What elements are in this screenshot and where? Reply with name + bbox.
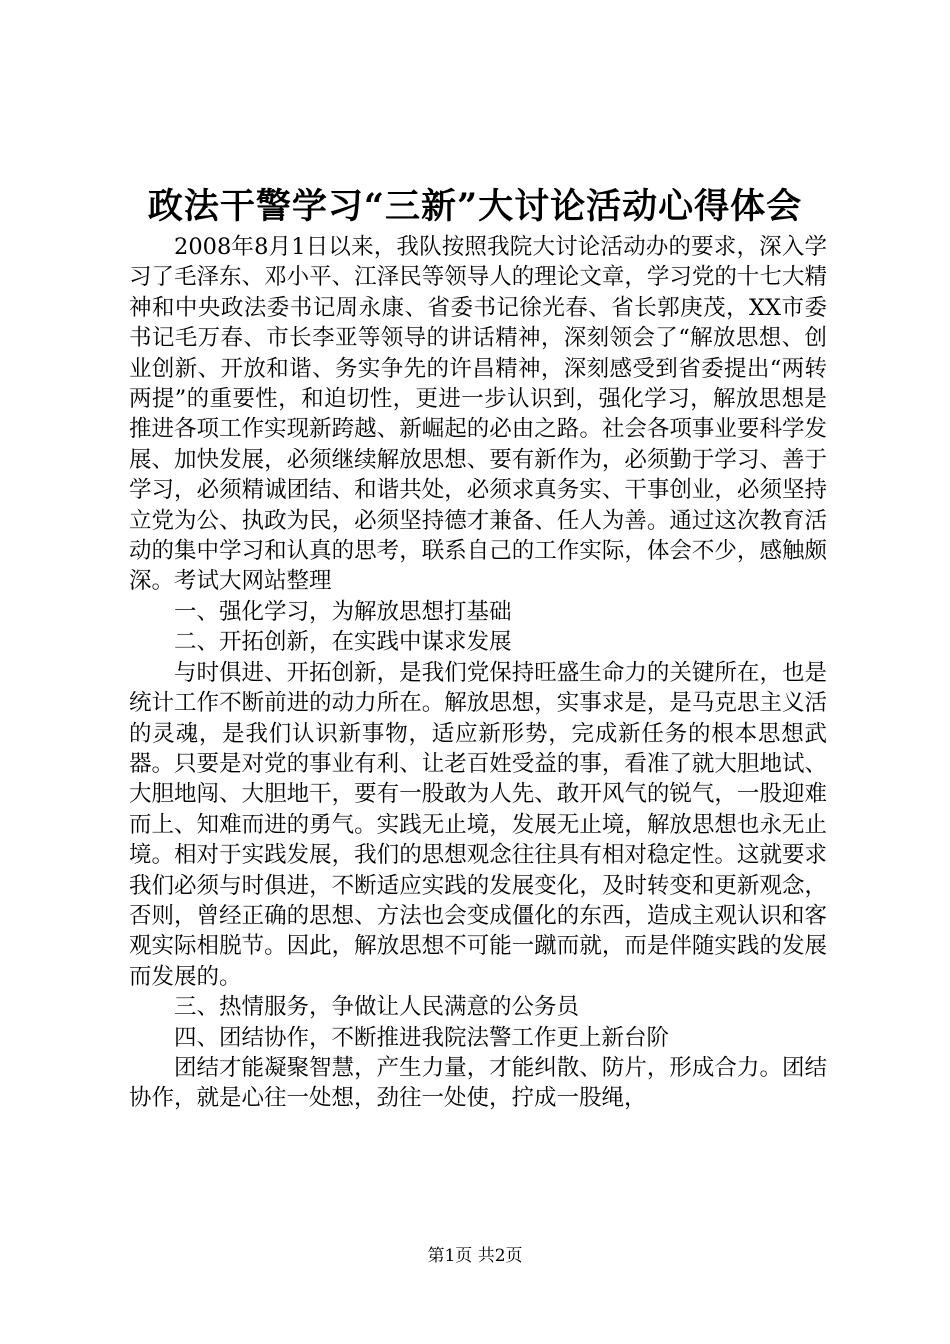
section-heading: 二、开拓创新，在实践中谋求发展 [174, 629, 512, 656]
section-heading: 三、热情服务，争做让人民满意的公务员 [174, 994, 580, 1021]
document-body [129, 232, 827, 1114]
document-title: 政法干警学习“三新”大讨论活动心得体会 [147, 186, 803, 227]
section-heading: 一、强化学习，为解放思想打基础 [174, 598, 512, 625]
page-number-footer: 第1页 共2页 [427, 1246, 523, 1266]
body-paragraph: 2008年8月1日以来，我队按照我院大讨论活动办的要求，深入学习了毛泽东、邓小平、江泽民等领导人的理论文章，学习党的十七大精神和中央政法委书记周永康、省委书记徐光春、省长郭庚茂，XX市委书记毛万春、市长李亚等领导的讲话精神，深刻领会了“解放思想、创业创新、开放和谐、务实争先的许昌精神，深刻感受到省委提出“两转两提”的重要性，和迫切性，更进一步认识到，强化学习，解放思想是推进各项工作实现新跨越、新崛起的必由之路。社会各项事业要科学发展、加快发展，必须继续解放思想、要有新作为，必须勤于学习、善于学习，必须精诚团结、和谐共处，必须求真务实、干事创业，必须坚持立党为公、执政为民，必须坚持德才兼备、任人为善。通过这次教育活动的集中学习和认真的思考，联系自己的工作实际，体会不少，感触颇深。考试大网站整理 [129, 234, 827, 595]
section-heading: 四、团结协作，不断推进我院法警工作更上新台阶 [174, 1024, 670, 1051]
body-paragraph: 团结才能凝聚智慧，产生力量，才能纠散、防片，形成合力。团结协作，就是心往一处想，劲往一处使，拧成一股绳， [129, 1054, 827, 1112]
body-paragraph: 与时俱进、开拓创新，是我们党保持旺盛生命力的关键所在，也是统计工作不断前进的动力所在。解放思想，实事求是，是马克思主义活的灵魂，是我们认识新事物，适应新形势，完成新任务的根本思想武器。只要是对党的事业有利、让老百姓受益的事，看准了就大胆地试、大胆地闯、大胆地干，要有一股敢为人先、敢开风气的锐气，一股迎难而上、知难而进的勇气。实践无止境，发展无止境，解放思想也永无止境。相对于实践发展，我们的思想观念往往具有相对稳定性。这就要求我们必须与时俱进，不断适应实践的发展变化，及时转变和更新观念，否则，曾经正确的思想、方法也会变成僵化的东西，造成主观认识和客观实际相脱节。因此，解放思想不可能一蹴而就，而是伴随实践的发展而发展的。 [129, 659, 827, 990]
